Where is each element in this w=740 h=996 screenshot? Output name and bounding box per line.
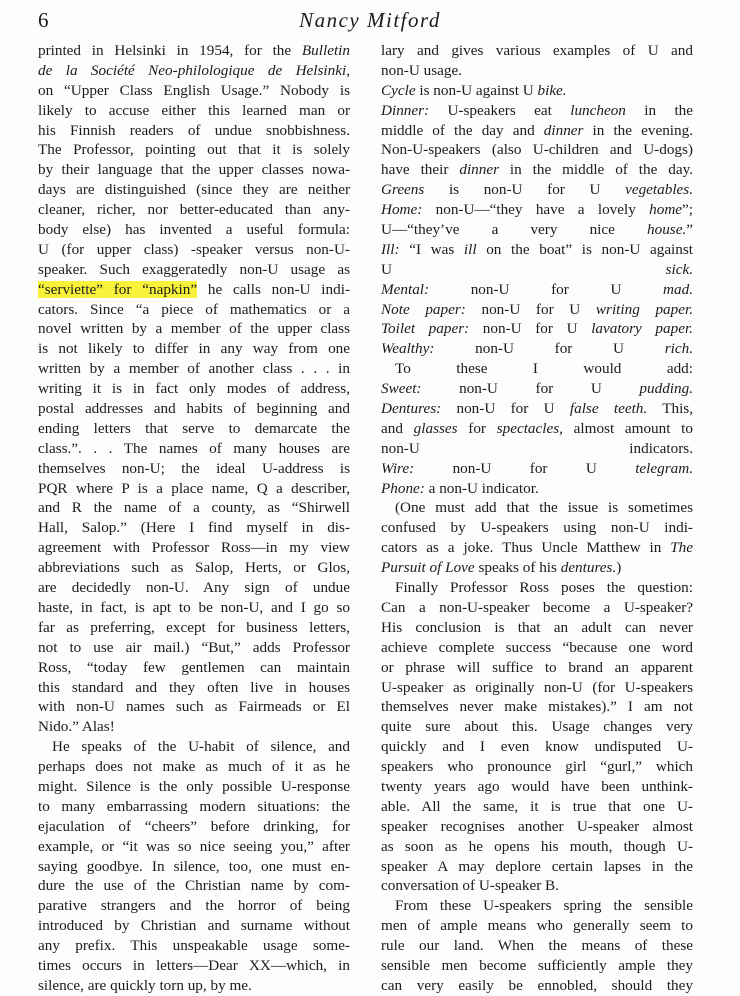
text-line (38, 678, 350, 698)
text-line (381, 936, 693, 956)
text-run: Ross, “today few gentlemen can maintain (38, 658, 350, 676)
highlighted-text: “serviette” for “napkin” (38, 280, 198, 298)
text-line (38, 479, 350, 499)
text-line (38, 638, 350, 658)
text-run: writing it is in fact only modes of address, (38, 380, 350, 398)
text-run: middle of the day and (381, 121, 544, 139)
text-line (381, 638, 693, 658)
text-line (38, 459, 350, 479)
text-line (381, 777, 693, 797)
text-run: haste, in fact, is apt to be non-U, and I go so (38, 598, 350, 616)
text-run: ”; (682, 201, 693, 219)
text-run: sensible men become sufficiently ample they (381, 956, 693, 974)
text-run: printed in Helsinki in 1954, for the (38, 42, 302, 59)
text-run: non-U—“they have a lovely (422, 201, 650, 219)
text-run: example, or “it was so nice seeing you,” after (38, 837, 350, 855)
text-run: conversation of U-speaker B. (381, 877, 559, 895)
italic-term: telegram. (635, 459, 693, 477)
text-run: to many embarrassing modern situations: the (38, 797, 350, 815)
text-run: To these I would add: (395, 360, 693, 378)
text-line (381, 220, 693, 240)
text-line (38, 697, 350, 717)
text-run: twenty years ago would have been unthink- (381, 777, 693, 795)
text-run: ejaculation of “cheers” before drinking, for (38, 817, 350, 835)
italic-term: Wealthy: (381, 340, 435, 358)
italic-term: pudding. (639, 380, 693, 398)
text-run: in the (625, 101, 693, 119)
text-run: cators. Since “a piece of mathematics or a (38, 300, 350, 318)
text-run: his Finnish readers of undue snobbishness. (38, 121, 350, 139)
text-line (38, 916, 350, 936)
italic-term: ill (463, 240, 477, 258)
text-run: (One must add that the issue is sometimes (395, 499, 693, 517)
text-run: he calls non-U indi- (197, 280, 350, 298)
text-run: This, (647, 400, 694, 418)
italic-term: mad. (663, 280, 693, 298)
text-run: any prefix. This unspeakable usage some- (38, 937, 350, 955)
text-run: times occurs in letters—Dear XX—which, in (38, 956, 350, 974)
text-line (381, 81, 693, 101)
italic-term: glasses (413, 419, 458, 437)
text-run: on the boat” is non-U against (476, 240, 693, 258)
text-line (381, 359, 693, 379)
text-run: class.”. . . The names of many houses are (38, 439, 350, 457)
text-line (38, 319, 350, 339)
text-run: postal addresses and habits of beginning and (38, 400, 350, 418)
text-line (381, 976, 693, 996)
text-line (381, 896, 693, 916)
text-line (381, 618, 693, 638)
text-run: He speaks of the U-habit of silence, and (52, 738, 350, 756)
italic-term: Cycle (381, 81, 416, 99)
text-line (38, 757, 350, 777)
text-line (38, 598, 350, 618)
text-line (381, 498, 693, 518)
text-line (38, 260, 350, 280)
text-run: His conclusion is that an adult can never (381, 618, 693, 636)
text-run: almost amount to (562, 419, 693, 437)
text-line (381, 240, 693, 260)
italic-term: sick. (665, 260, 693, 278)
text-run: speaker. Such exaggeratedly non-U usage as (38, 260, 350, 278)
text-run: themselves non-U; the ideal U-address is (38, 459, 350, 477)
text-run: parative strangers and the horror of being (38, 897, 350, 915)
text-run: novel written by a member of the upper class (38, 320, 350, 338)
text-run: days are distinguished (since they are neither (38, 181, 350, 199)
text-run: for (457, 419, 497, 437)
text-line (38, 200, 350, 220)
text-line (381, 140, 693, 160)
text-run: a non-U indicator. (424, 479, 539, 497)
text-run: non-U usage. (381, 61, 462, 79)
text-line (381, 319, 693, 339)
running-title: Nancy Mitford (299, 8, 441, 32)
text-line (381, 121, 693, 141)
text-line (38, 121, 350, 141)
text-run: rule our land. When the means of these (381, 937, 693, 955)
text-line (38, 717, 350, 737)
italic-term: house. (647, 221, 687, 239)
text-run: non-U for U (469, 320, 592, 338)
text-line (38, 61, 350, 81)
text-run: can very easily be ennobled, should they (381, 976, 693, 994)
italic-term: home (649, 201, 683, 219)
text-line (38, 737, 350, 757)
text-run: speaker recognises another U-speaker almost (381, 817, 693, 835)
text-line (381, 41, 693, 61)
text-line (38, 558, 350, 578)
italic-term: Greens (381, 181, 425, 199)
text-run: non-U for U (429, 280, 664, 298)
text-run: is non-U for U (424, 181, 626, 199)
text-run: Non-U-speakers (also U-children and U-dogs) (381, 141, 693, 159)
text-run: ending letters that serve to demarcate the (38, 419, 350, 437)
text-run: non-U for U (434, 340, 665, 358)
text-run: U (for upper class) -speaker versus non-U- (38, 240, 350, 258)
italic-term: lavatory paper. (591, 320, 693, 338)
text-run: quite sure about this. Usage changes very (381, 718, 693, 736)
italic-term: luncheon (570, 101, 626, 119)
text-run: dure the use of the Christian name by com- (38, 877, 350, 895)
text-line (38, 240, 350, 260)
text-run: themselves never make mistakes).” I am not (381, 698, 693, 716)
text-run: in the evening. (583, 121, 693, 139)
text-run: silence, are quickly torn up, by me. (38, 976, 252, 994)
text-line (381, 200, 693, 220)
text-line (38, 439, 350, 459)
text-run: introduced by Christian and surname without (38, 917, 350, 935)
text-line (381, 61, 693, 81)
italic-term: Ill: (381, 240, 400, 258)
text-run: U-speakers eat (429, 101, 571, 119)
text-run: on “Upper Class English Usage.” Nobody is (38, 81, 350, 99)
italic-term: vegetables. (625, 181, 693, 199)
text-line (38, 857, 350, 877)
text-run: PQR where P is a place name, Q a describer, (38, 479, 350, 497)
text-run: U—“they’ve a very nice (381, 221, 648, 239)
text-line (381, 598, 693, 618)
text-run: speaks of his (474, 559, 561, 577)
text-line (38, 101, 350, 121)
text-line (38, 160, 350, 180)
text-line (381, 419, 693, 439)
text-line (38, 578, 350, 598)
text-line (38, 518, 350, 538)
italic-term: bike. (537, 81, 567, 99)
text-line (38, 817, 350, 837)
text-line (38, 896, 350, 916)
left-column (38, 41, 350, 996)
text-run: quickly and I even know undisputed U- (381, 738, 693, 756)
text-line (381, 757, 693, 777)
text-line (38, 359, 350, 379)
text-line (38, 399, 350, 419)
text-run: cleaner, richer, nor better-educated than any- (38, 201, 350, 219)
text-run: saying goodbye. In silence, too, one must en- (38, 857, 350, 875)
italic-term: Bulletin (301, 42, 350, 59)
text-run: non-U for U (421, 380, 640, 398)
italic-term: The (670, 539, 693, 557)
italic-term: Toilet paper: (381, 320, 470, 338)
text-run: or phrase will suffice to brand an apparent (381, 658, 693, 676)
text-line (381, 379, 693, 399)
text-line (38, 41, 350, 61)
text-run: speaker A may deplore certain lapses in the (381, 857, 693, 875)
page-header (0, 6, 740, 36)
text-run: this standard and they often live in houses (38, 678, 350, 696)
text-line (381, 797, 693, 817)
text-run: far as preferring, except for business letters, (38, 618, 350, 636)
italic-term: spectacles, (496, 419, 563, 437)
text-line (38, 220, 350, 240)
text-run: and (381, 419, 414, 437)
text-run: written by a member of another class . . . in (38, 360, 350, 378)
text-run: is non-U against U (415, 81, 538, 99)
text-run: “I was (399, 240, 464, 258)
text-line (381, 717, 693, 737)
text-line (381, 479, 693, 499)
italic-term: writing paper. (595, 300, 693, 318)
text-run: body else) has invented a useful formula: (38, 221, 350, 239)
italic-term: Dinner: (381, 101, 430, 119)
text-run: U-speaker as originally non-U (for U-speakers (381, 678, 693, 696)
text-line (38, 81, 350, 101)
text-run: might. Silence is the only possible U-response (38, 777, 350, 795)
text-run: U (381, 260, 666, 278)
text-line (381, 658, 693, 678)
text-line (381, 339, 693, 359)
text-run: not to use air mail.) “But,” adds Professor (38, 638, 350, 656)
text-run: abbreviations such as Salop, Herts, or Glos, (38, 559, 350, 577)
text-line (381, 558, 693, 578)
text-run: Can a non-U-speaker become a U-speaker? (381, 598, 693, 616)
text-line (38, 956, 350, 976)
text-line (38, 280, 350, 300)
text-line (381, 399, 693, 419)
text-run: non-U for U (441, 400, 570, 418)
text-line (381, 956, 693, 976)
italic-term: Mental: (381, 280, 430, 298)
text-line (381, 837, 693, 857)
text-line (38, 777, 350, 797)
text-line (381, 678, 693, 698)
text-line (381, 876, 693, 896)
text-line (381, 439, 693, 459)
text-run: non-U for U (465, 300, 596, 318)
text-run: likely to accuse either this learned man or (38, 101, 350, 119)
text-line (381, 300, 693, 320)
text-run: is not likely to differ in any way from one (38, 340, 350, 358)
text-line (381, 260, 693, 280)
text-run: have their (381, 161, 460, 179)
text-line (381, 101, 693, 121)
italic-term: de la Société Neo-philologique de Helsinki, (38, 61, 350, 79)
text-run: ” (686, 221, 693, 239)
text-run: able. All the same, it is true that one U- (381, 797, 693, 815)
italic-term: false teeth. (569, 400, 648, 418)
text-line (38, 658, 350, 678)
italic-term: Sweet: (381, 380, 422, 398)
text-run: The Professor, pointing out that it is solely (38, 141, 350, 159)
text-line (38, 300, 350, 320)
text-line (381, 857, 693, 877)
text-line (38, 936, 350, 956)
text-run: are decidedly non-U. Any sign of undue (38, 579, 350, 597)
text-run: perhaps does not make as much of it as he (38, 758, 350, 776)
italic-term: Dentures: (381, 400, 442, 418)
text-line (381, 459, 693, 479)
text-run: Finally Professor Ross poses the question: (395, 579, 693, 597)
italic-term: Note paper: (381, 300, 466, 318)
text-run: lary and gives various examples of U and (381, 42, 693, 59)
right-column (381, 41, 693, 996)
text-line (381, 916, 693, 936)
text-run: cators as a joke. Thus Uncle Matthew in (381, 539, 671, 557)
italic-term: Wire: (381, 459, 415, 477)
text-line (38, 797, 350, 817)
text-run: ) (616, 559, 622, 577)
text-line (381, 160, 693, 180)
text-line (381, 817, 693, 837)
italic-term: Home: (381, 201, 423, 219)
text-run: confused by U-speakers using non-U indi- (381, 519, 693, 537)
text-line (381, 518, 693, 538)
text-run: men of ample means who generally seem to (381, 917, 693, 935)
text-run: speakers who pronounce girl “gurl,” which (381, 758, 693, 776)
text-line (38, 419, 350, 439)
text-line (38, 876, 350, 896)
page-number: 6 (38, 8, 49, 32)
italic-term: Phone: (381, 479, 425, 497)
text-run: non-U for U (414, 459, 636, 477)
text-line (38, 976, 350, 996)
text-line (381, 578, 693, 598)
text-run: non-U indicators. (381, 439, 693, 457)
text-line (38, 339, 350, 359)
text-line (38, 538, 350, 558)
text-line (381, 280, 693, 300)
text-run: as soon as he opens his mouth, though U- (381, 837, 693, 855)
italic-term: dinner (459, 161, 499, 179)
text-line (381, 538, 693, 558)
text-line (38, 180, 350, 200)
italic-term: Pursuit of Love (381, 559, 475, 577)
text-run: and R the name of a county, as “Shirwell (38, 499, 350, 517)
text-run: agreement with Professor Ross—in my view (38, 539, 350, 557)
italic-term: dentures. (560, 559, 617, 577)
text-line (38, 140, 350, 160)
text-line (381, 180, 693, 200)
text-run: From these U-speakers spring the sensible (395, 897, 693, 915)
text-run: in the middle of the day. (499, 161, 693, 179)
text-run: by their language that the upper classes nowa- (38, 161, 350, 179)
text-line (38, 498, 350, 518)
text-run: Hall, Salop.” (Here I find myself in dis- (38, 519, 350, 537)
italic-term: dinner (543, 121, 584, 139)
text-line (38, 837, 350, 857)
text-run: Nido.” Alas! (38, 718, 115, 736)
text-line (381, 697, 693, 717)
text-run: achieve complete success “because one word (381, 638, 693, 656)
text-line (38, 379, 350, 399)
italic-term: rich. (664, 340, 693, 358)
text-line (38, 618, 350, 638)
text-run: with non-U names such as Fairmeads or El (38, 698, 350, 716)
text-line (381, 737, 693, 757)
